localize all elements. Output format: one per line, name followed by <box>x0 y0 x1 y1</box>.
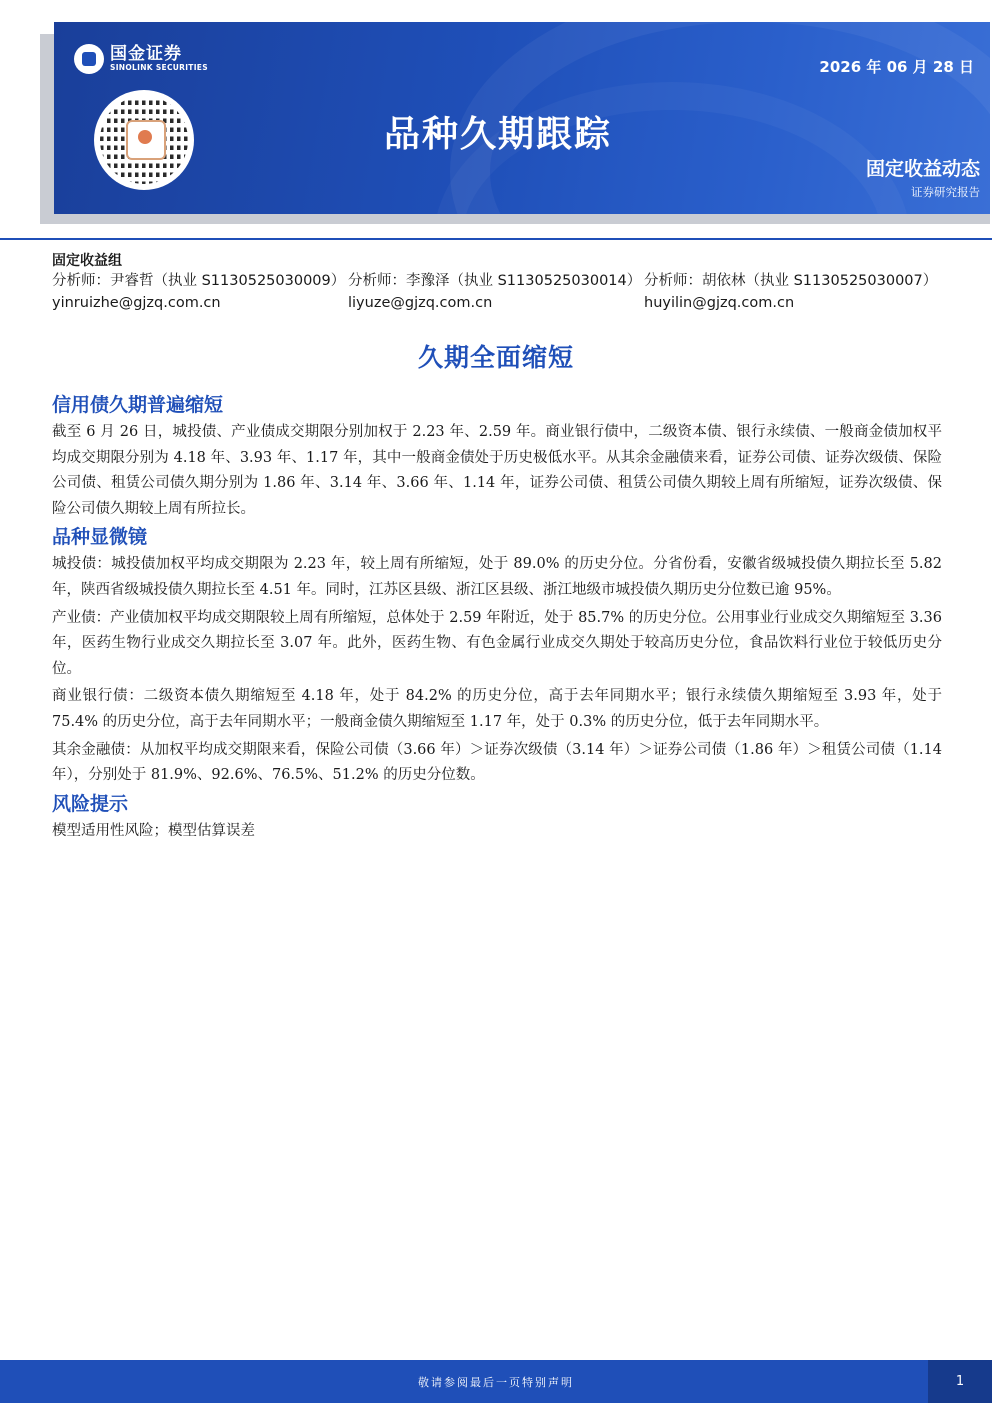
analyst-email[interactable]: liyuze@gjzq.com.cn <box>348 295 493 311</box>
main-headline: 久期全面缩短 <box>417 343 574 372</box>
divider <box>0 238 992 240</box>
paragraph: 商业银行债：二级资本债久期缩短至 4.18 年，处于 84.2% 的历史分位，高于去年同期水平；银行永续债久期缩短至 3.93 年，处于 75.4% 的历史分位，高于去年同期水平；一般商金债久期缩短至 1.17 年，处于 0.3% 的历史分位，低于去年同期水平。 <box>52 688 942 730</box>
page-footer <box>0 1360 992 1403</box>
analyst-block <box>52 270 345 314</box>
section-heading: 信用债久期普遍缩短 <box>52 394 224 416</box>
logo-text <box>110 45 208 73</box>
logo-cn: 国金证券 <box>110 44 182 64</box>
footer-notice: 敬请参阅最后一页特别声明 <box>418 1376 574 1389</box>
report-category: 固定收益动态 <box>865 158 980 180</box>
logo-en: SINOLINK SECURITIES <box>110 63 208 72</box>
analyst-block <box>348 270 641 314</box>
analyst-group: 固定收益组 <box>52 253 122 269</box>
analyst-block <box>644 270 937 314</box>
paragraph: 产业债：产业债加权平均成交期限较上周有所缩短，总体处于 2.59 年附近，处于 85.7% 的历史分位。公用事业行业成交久期缩短至 3.36 年，医药生物行业成交久期拉长至 3.07 年。此外，医药生物、有色金属行业成交久期处于较高历史分位，食品饮料行业位于较低历史分位。 <box>52 609 942 677</box>
page-number: 1 <box>928 1360 992 1403</box>
paragraph: 截至 6 月 26 日，城投债、产业债成交期限分别加权于 2.23 年、2.59 年。商业银行债中，二级资本债、银行永续债、一般商金债加权平均成交期限分别为 4.18 年、3.93 年、1.17 年，其中一般商金债处于历史极低水平。从其余金融债来看，证券公司债、证券次级债、保险公司债、租赁公司债久期分别为 1.86 年、3.14 年、3.66 年、1.14 年，证券公司债、租赁公司债久期较上周有所缩短，证券次级债、保险公司债久期较上周有所拉长。 <box>52 424 942 517</box>
analyst-email[interactable]: yinruizhe@gjzq.com.cn <box>52 295 221 311</box>
paragraph: 模型适用性风险；模型估算误差 <box>52 822 255 839</box>
analyst-name: 分析师：尹睿哲（执业 S1130525030009） <box>52 273 346 289</box>
paragraph: 城投债：城投债加权平均成交期限为 2.23 年，较上周有所缩短，处于 89.0% 的历史分位。分省份看，安徽省级城投债久期拉长至 5.82 年，陕西省级城投债久期拉长至 4.51 年。同时，江苏区县级、浙江区县级、浙江地级市城投债久期历史分位数已逾 95%。 <box>52 556 942 598</box>
report-subcategory: 证券研究报告 <box>911 185 980 199</box>
company-logo <box>74 44 208 74</box>
analyst-name: 分析师：李豫泽（执业 S1130525030014） <box>348 273 642 289</box>
analyst-name: 分析师：胡依林（执业 S1130525030007） <box>644 273 938 289</box>
sinolink-logo-icon <box>74 44 104 74</box>
qr-code-icon <box>94 90 194 190</box>
report-body <box>52 392 942 846</box>
analyst-email[interactable]: huyilin@gjzq.com.cn <box>644 295 795 311</box>
report-date: 2026 年 06 月 28 日 <box>819 58 974 76</box>
report-header <box>54 22 990 214</box>
paragraph: 其余金融债：从加权平均成交期限来看，保险公司债（3.66 年）＞证券次级债（3.14 年）＞证券公司债（1.86 年）＞租赁公司债（1.14 年），分别处于 81.9%、92.6%、76.5%、51.2% 的历史分位数。 <box>52 741 942 784</box>
report-title: 品种久期跟踪 <box>384 114 613 155</box>
section-heading: 风险提示 <box>52 792 129 815</box>
qr-center-logo <box>126 120 166 160</box>
section-heading: 品种显微镜 <box>52 526 148 549</box>
